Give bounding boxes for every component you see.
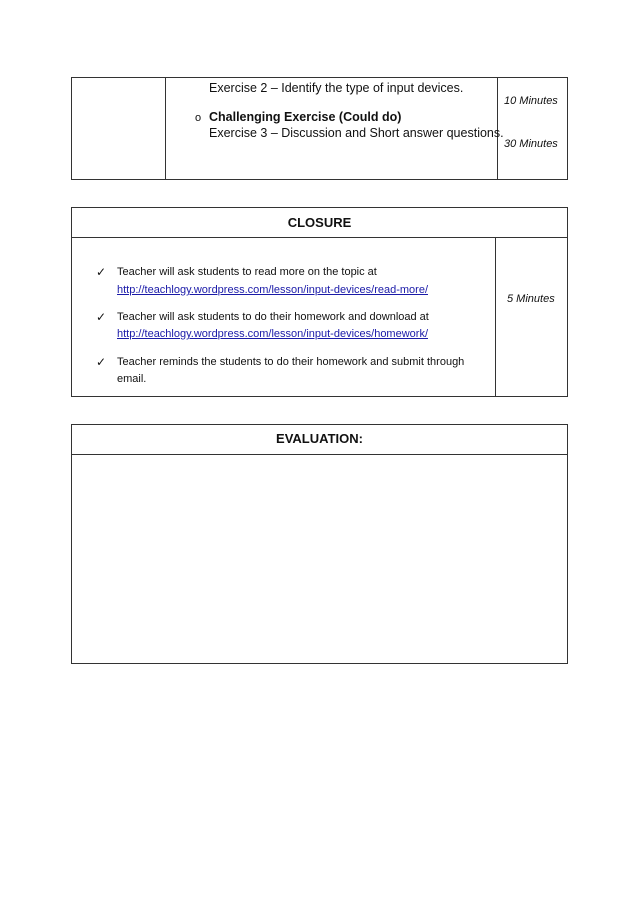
evaluation-table <box>71 424 568 664</box>
homework-link[interactable]: http://teachlogy.wordpress.com/lesson/input-devices/homework/ <box>117 328 428 340</box>
challenging-exercise-heading: Challenging Exercise (Could do) <box>209 110 402 124</box>
column-divider <box>495 237 496 396</box>
evaluation-title: EVALUATION: <box>276 431 363 446</box>
checkmark-icon: ✓ <box>96 310 107 324</box>
closure-table <box>71 207 568 397</box>
closure-item-3-line-1: Teacher reminds the students to do their homework and submit through <box>117 356 465 368</box>
closure-item-1-text: Teacher will ask students to read more on the topic at <box>117 266 377 278</box>
column-divider <box>165 78 166 179</box>
closure-item-3-line-2: email. <box>117 373 147 385</box>
row-divider <box>72 237 567 238</box>
exercise-table <box>71 77 568 180</box>
exercise-3-text: Exercise 3 – Discussion and Short answer questions. <box>209 126 504 140</box>
checkmark-icon: ✓ <box>96 265 107 279</box>
read-more-link[interactable]: http://teachlogy.wordpress.com/lesson/input-devices/read-more/ <box>117 284 428 296</box>
exercise-2-text: Exercise 2 – Identify the type of input devices. <box>209 81 464 95</box>
row-divider <box>72 454 567 455</box>
time-10-minutes: 10 Minutes <box>504 95 558 107</box>
closure-item-2-text: Teacher will ask students to do their homework and download at <box>117 311 429 323</box>
time-5-minutes: 5 Minutes <box>507 293 555 305</box>
time-30-minutes: 30 Minutes <box>504 138 558 150</box>
bullet-icon: o <box>195 112 202 124</box>
checkmark-icon: ✓ <box>96 355 107 369</box>
closure-title: CLOSURE <box>287 215 352 230</box>
